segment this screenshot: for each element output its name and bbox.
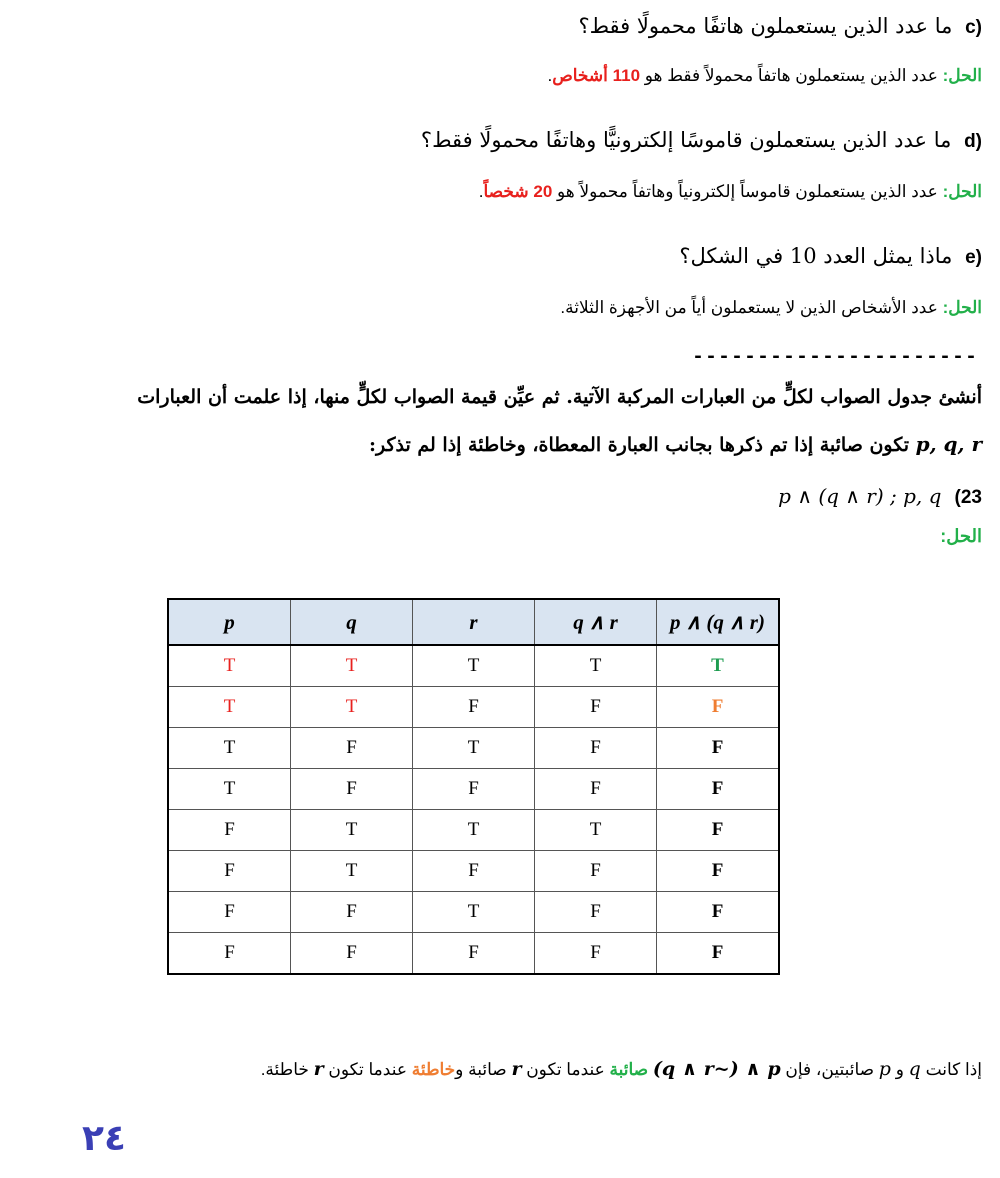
cell-q: T — [291, 810, 413, 851]
question-d — [421, 128, 982, 153]
conclusion-expression: (q ∧ r~) ∧ p — [652, 1058, 781, 1080]
conclusion-true-word: صائبة — [609, 1060, 649, 1079]
conclusion-text: و — [895, 1060, 904, 1079]
conclusion-text: صائبتين، فإن — [785, 1060, 875, 1079]
header-p: p — [168, 599, 291, 645]
problem-expression: p ∧ (q ∧ r) ; p, q — [778, 484, 942, 508]
cell-q-and-r: T — [535, 645, 657, 687]
instruction-line-2 — [369, 432, 982, 456]
question-e-text: ماذا يمثل العدد 10 في الشكل؟ — [679, 244, 953, 268]
header-q-and-r: q ∧ r — [535, 599, 657, 645]
question-d-text: ما عدد الذين يستعملون قاموسًا إلكترونيًّا وهاتفًا محمولًا فقط؟ — [420, 128, 952, 152]
cell-result: F — [657, 687, 780, 728]
table-row — [168, 892, 779, 933]
cell-p: T — [168, 645, 291, 687]
solution-c-text: عدد الذين يستعملون هاتفاً محمولاً فقط هو — [644, 66, 938, 85]
cell-result: F — [657, 851, 780, 892]
problem-solution-label — [940, 526, 982, 547]
cell-q-and-r: F — [535, 728, 657, 769]
cell-p: F — [168, 933, 291, 975]
solution-c-end: . — [547, 66, 553, 85]
question-e-label: e) — [965, 247, 982, 268]
cell-q: T — [291, 687, 413, 728]
page-number: ٢٤ — [82, 1118, 126, 1159]
solution-c — [547, 66, 982, 86]
solution-e-label: الحل: — [942, 298, 982, 317]
solution-d-label: الحل: — [942, 182, 982, 201]
conclusion-text: إذا كانت — [925, 1060, 982, 1079]
table-row — [168, 728, 779, 769]
solution-d-end: . — [478, 182, 484, 201]
cell-q: F — [291, 769, 413, 810]
header-r: r — [413, 599, 535, 645]
cell-q-and-r: F — [535, 892, 657, 933]
instruction-line-1: أنشئ جدول الصواب لكلٍّ من العبارات المركبة الآتية. ثم عيِّن قيمة الصواب لكلٍّ منها، إذا علمت أن العبارات — [137, 386, 982, 408]
problem-23 — [778, 484, 982, 509]
question-c-label: c) — [965, 17, 982, 38]
solution-d-answer: 20 شخصاً — [483, 182, 553, 201]
cell-r: F — [413, 687, 535, 728]
cell-r: F — [413, 851, 535, 892]
cell-p: F — [168, 892, 291, 933]
cell-result: F — [657, 933, 780, 975]
cell-result: T — [657, 645, 780, 687]
conclusion-false-word: خاطئة — [411, 1060, 456, 1079]
table-row — [168, 645, 779, 687]
conclusion-var-q: q — [908, 1058, 921, 1080]
cell-p: F — [168, 851, 291, 892]
question-c-text: ما عدد الذين يستعملون هاتفًا محمولًا فقط؟ — [578, 14, 953, 38]
cell-r: T — [413, 728, 535, 769]
solution-d — [479, 182, 982, 202]
cell-p: T — [168, 687, 291, 728]
cell-q: F — [291, 728, 413, 769]
question-e — [679, 244, 982, 269]
truth-table — [167, 598, 780, 975]
solution-e-text: عدد الأشخاص الذين لا يستعملون أياً من الأجهزة الثلاثة. — [560, 298, 938, 317]
cell-p: T — [168, 769, 291, 810]
solution-c-answer: 110 أشخاص — [552, 66, 641, 85]
cell-q: T — [291, 851, 413, 892]
question-c — [578, 14, 982, 39]
cell-q-and-r: F — [535, 933, 657, 975]
question-d-label: d) — [964, 131, 982, 152]
conclusion-text: عندما تكون — [526, 1060, 605, 1079]
cell-q-and-r: F — [535, 687, 657, 728]
conclusion — [261, 1058, 982, 1080]
table-row — [168, 769, 779, 810]
cell-r: F — [413, 769, 535, 810]
problem-number: (23 — [954, 487, 982, 508]
cell-result: F — [657, 728, 780, 769]
cell-result: F — [657, 810, 780, 851]
section-divider: ---------------------- — [691, 346, 978, 369]
cell-r: T — [413, 892, 535, 933]
table-row — [168, 851, 779, 892]
instruction-line-2-text: تكون صائبة إذا تم ذكرها بجانب العبارة المعطاة، وخاطئة إذا لم تذكر: — [368, 434, 910, 456]
solution-c-label: الحل: — [942, 66, 982, 85]
truth-table-header-row — [168, 599, 779, 645]
instruction-vars: p, q, r — [915, 432, 982, 456]
conclusion-text: صائبة و — [455, 1060, 507, 1079]
cell-result: F — [657, 769, 780, 810]
cell-p: T — [168, 728, 291, 769]
conclusion-text: عندما تكون — [328, 1060, 407, 1079]
cell-r: F — [413, 933, 535, 975]
table-row — [168, 933, 779, 975]
conclusion-text: خاطئة. — [260, 1060, 309, 1079]
header-p-and-q-and-r: p ∧ (q ∧ r) — [657, 599, 780, 645]
table-row — [168, 810, 779, 851]
cell-q: F — [291, 892, 413, 933]
cell-r: T — [413, 810, 535, 851]
solution-d-text: عدد الذين يستعملون قاموساً إلكترونياً وهاتفاً محمولاً هو — [557, 182, 938, 201]
cell-q: T — [291, 645, 413, 687]
cell-q: F — [291, 933, 413, 975]
cell-q-and-r: F — [535, 851, 657, 892]
header-q: q — [291, 599, 413, 645]
conclusion-var-p: p — [878, 1058, 891, 1080]
cell-r: T — [413, 645, 535, 687]
cell-p: F — [168, 810, 291, 851]
cell-q-and-r: T — [535, 810, 657, 851]
table-row — [168, 687, 779, 728]
conclusion-var-r: r — [313, 1058, 324, 1080]
solution-e — [560, 298, 982, 318]
conclusion-var-r: r — [511, 1058, 522, 1080]
cell-result: F — [657, 892, 780, 933]
problem-solution-label-text: الحل: — [940, 526, 982, 546]
cell-q-and-r: F — [535, 769, 657, 810]
